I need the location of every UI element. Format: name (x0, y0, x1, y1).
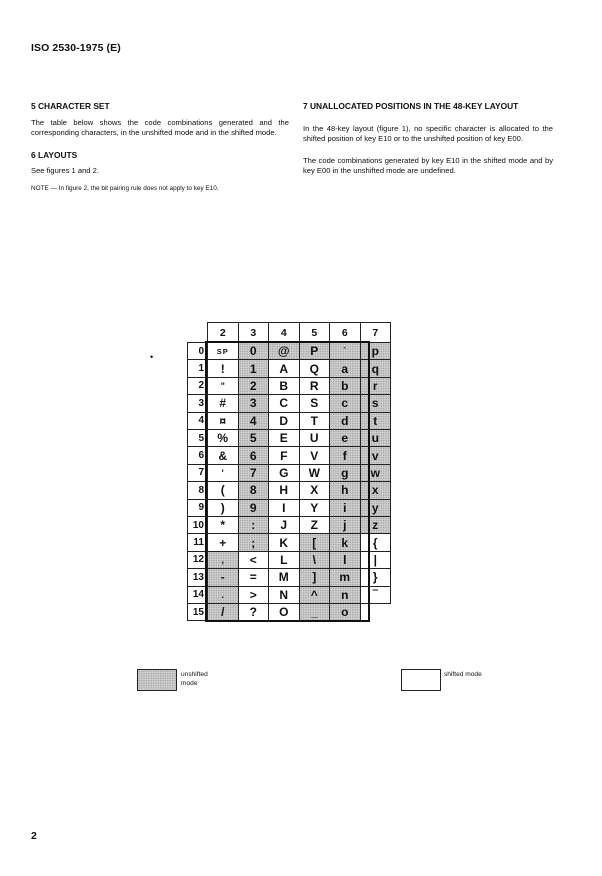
code-cell-6-3: c (329, 394, 361, 412)
column-header-3: 3 (238, 322, 270, 343)
code-cell-2-14: . (207, 586, 239, 604)
code-cell-6-7: g (329, 464, 361, 482)
column-header-4: 4 (268, 322, 300, 343)
code-cell-5-12: \ (299, 551, 331, 569)
section-6-body: See figures 1 and 2. (31, 166, 99, 176)
section-5-body: The table below shows the code combinations generated and the corresponding characters, in the unshifted mode and in the shifted mode. (31, 117, 289, 137)
code-cell-2-1: ! (207, 359, 239, 377)
code-cell-2-10: * (207, 516, 239, 534)
code-cell-3-12: < (238, 551, 270, 569)
section-7-heading: 7 UNALLOCATED POSITIONS IN THE 48-KEY LAYOUT (303, 101, 519, 111)
code-cell-5-15: _ (299, 603, 331, 621)
code-cell-7-11: { (360, 533, 392, 551)
code-cell-7-4: t (360, 412, 392, 430)
code-cell-3-15: ? (238, 603, 270, 621)
code-cell-3-0: 0 (238, 342, 270, 360)
code-cell-3-2: 2 (238, 377, 270, 395)
code-cell-5-13: ] (299, 568, 331, 586)
code-cell-6-11: k (329, 533, 361, 551)
legend-unshifted-label: unshifted mode (181, 671, 208, 687)
code-cell-5-7: W (299, 464, 331, 482)
code-cell-3-13: = (238, 568, 270, 586)
code-cell-5-14: ^ (299, 586, 331, 604)
code-cell-7-6: v (360, 446, 392, 464)
code-cell-3-6: 6 (238, 446, 270, 464)
code-cell-2-11: + (207, 533, 239, 551)
code-cell-5-1: Q (299, 359, 331, 377)
row-header-15: 15 (187, 603, 208, 621)
code-cell-4-11: K (268, 533, 300, 551)
code-cell-6-1: a (329, 359, 361, 377)
code-cell-4-7: G (268, 464, 300, 482)
code-cell-4-12: L (268, 551, 300, 569)
code-cell-7-2: r (360, 377, 392, 395)
code-cell-4-2: B (268, 377, 300, 395)
code-cell-6-9: i (329, 499, 361, 517)
code-cell-5-4: T (299, 412, 331, 430)
code-cell-4-6: F (268, 446, 300, 464)
section-5-heading: 5 CHARACTER SET (31, 101, 110, 111)
page-number: 2 (31, 830, 37, 842)
code-cell-2-15: / (207, 603, 239, 621)
row-header-9: 9 (187, 499, 208, 517)
row-header-4: 4 (187, 412, 208, 430)
row-header-10: 10 (187, 516, 208, 534)
code-cell-2-13: - (207, 568, 239, 586)
code-cell-2-5: % (207, 429, 239, 447)
legend-shifted-swatch (401, 669, 441, 691)
document-header: ISO 2530-1975 (E) (31, 42, 121, 54)
code-cell-6-14: n (329, 586, 361, 604)
column-header-2: 2 (207, 322, 239, 343)
code-cell-5-2: R (299, 377, 331, 395)
code-cell-7-9: y (360, 499, 392, 517)
code-cell-4-5: E (268, 429, 300, 447)
code-cell-3-5: 5 (238, 429, 270, 447)
row-header-5: 5 (187, 429, 208, 447)
row-header-13: 13 (187, 568, 208, 586)
code-cell-3-9: 9 (238, 499, 270, 517)
code-cell-4-3: C (268, 394, 300, 412)
row-header-3: 3 (187, 394, 208, 412)
code-cell-7-15 (360, 603, 392, 621)
code-cell-6-4: d (329, 412, 361, 430)
code-cell-6-2: b (329, 377, 361, 395)
code-cell-5-5: U (299, 429, 331, 447)
code-cell-5-0: P (299, 342, 331, 360)
code-cell-2-8: ( (207, 481, 239, 499)
code-cell-3-8: 8 (238, 481, 270, 499)
code-cell-2-6: & (207, 446, 239, 464)
row-header-0: 0 (187, 342, 208, 360)
row-header-14: 14 (187, 586, 208, 604)
section-6-note: NOTE — In figure 2, the bit pairing rule does not apply to key E10. (31, 184, 219, 192)
column-header-6: 6 (329, 322, 361, 343)
code-cell-7-10: z (360, 516, 392, 534)
code-cell-2-12: , (207, 551, 239, 569)
code-cell-4-0: @ (268, 342, 300, 360)
code-cell-4-4: D (268, 412, 300, 430)
code-cell-7-3: s (360, 394, 392, 412)
code-cell-7-14: ‾ (360, 586, 392, 604)
code-cell-5-10: Z (299, 516, 331, 534)
legend-shifted-label: shifted mode (444, 671, 482, 678)
right-column (303, 101, 553, 185)
row-header-2: 2 (187, 377, 208, 395)
code-cell-7-1: q (360, 359, 392, 377)
code-cell-6-0: ` (329, 342, 361, 360)
code-cell-3-3: 3 (238, 394, 270, 412)
code-cell-2-2: " (207, 377, 239, 395)
code-cell-7-0: p (360, 342, 392, 360)
code-cell-6-6: f (329, 446, 361, 464)
code-cell-7-12: | (360, 551, 392, 569)
code-cell-5-9: Y (299, 499, 331, 517)
code-cell-2-0: SP (207, 342, 239, 360)
code-cell-2-9: ) (207, 499, 239, 517)
code-cell-6-10: j (329, 516, 361, 534)
row-header-12: 12 (187, 551, 208, 569)
code-cell-4-9: I (268, 499, 300, 517)
code-cell-7-7: w (360, 464, 392, 482)
code-cell-5-11: [ (299, 533, 331, 551)
code-cell-6-5: e (329, 429, 361, 447)
code-cell-4-15: O (268, 603, 300, 621)
code-cell-5-3: S (299, 394, 331, 412)
stray-mark: • (150, 352, 154, 362)
row-header-6: 6 (187, 446, 208, 464)
code-cell-3-7: 7 (238, 464, 270, 482)
section-7-para1: In the 48-key layout (figure 1), no specific character is allocated to the shifted position of key E10 or to the unshifted position of key E00. (303, 123, 553, 143)
section-7-para2: The code combinations generated by key E10 in the shifted mode and by key E00 in the unshifted mode are undefined. (303, 155, 553, 176)
code-cell-3-1: 1 (238, 359, 270, 377)
code-cell-6-13: m (329, 568, 361, 586)
code-cell-4-13: M (268, 568, 300, 586)
row-header-1: 1 (187, 359, 208, 377)
column-header-7: 7 (360, 322, 392, 343)
code-cell-7-8: x (360, 481, 392, 499)
row-header-8: 8 (187, 481, 208, 499)
row-header-7: 7 (187, 464, 208, 482)
code-cell-4-10: J (268, 516, 300, 534)
legend-unshifted-swatch (137, 669, 177, 691)
code-cell-3-4: 4 (238, 412, 270, 430)
code-cell-2-4: ¤ (207, 412, 239, 430)
left-column (31, 101, 289, 193)
code-cell-3-14: > (238, 586, 270, 604)
code-cell-7-13: } (360, 568, 392, 586)
code-cell-4-1: A (268, 359, 300, 377)
code-cell-2-3: # (207, 394, 239, 412)
code-cell-6-12: l (329, 551, 361, 569)
code-cell-4-14: N (268, 586, 300, 604)
section-6-heading: 6 LAYOUTS (31, 149, 78, 160)
code-cell-6-15: o (329, 603, 361, 621)
code-cell-2-7: ' (207, 464, 239, 482)
code-cell-5-6: V (299, 446, 331, 464)
code-cell-5-8: X (299, 481, 331, 499)
column-header-5: 5 (299, 322, 331, 343)
code-cell-6-8: h (329, 481, 361, 499)
code-cell-4-8: H (268, 481, 300, 499)
character-code-table (187, 322, 416, 620)
code-cell-3-10: : (238, 516, 270, 534)
row-header-11: 11 (187, 533, 208, 551)
code-cell-7-5: u (360, 429, 392, 447)
code-cell-3-11: ; (238, 533, 270, 551)
